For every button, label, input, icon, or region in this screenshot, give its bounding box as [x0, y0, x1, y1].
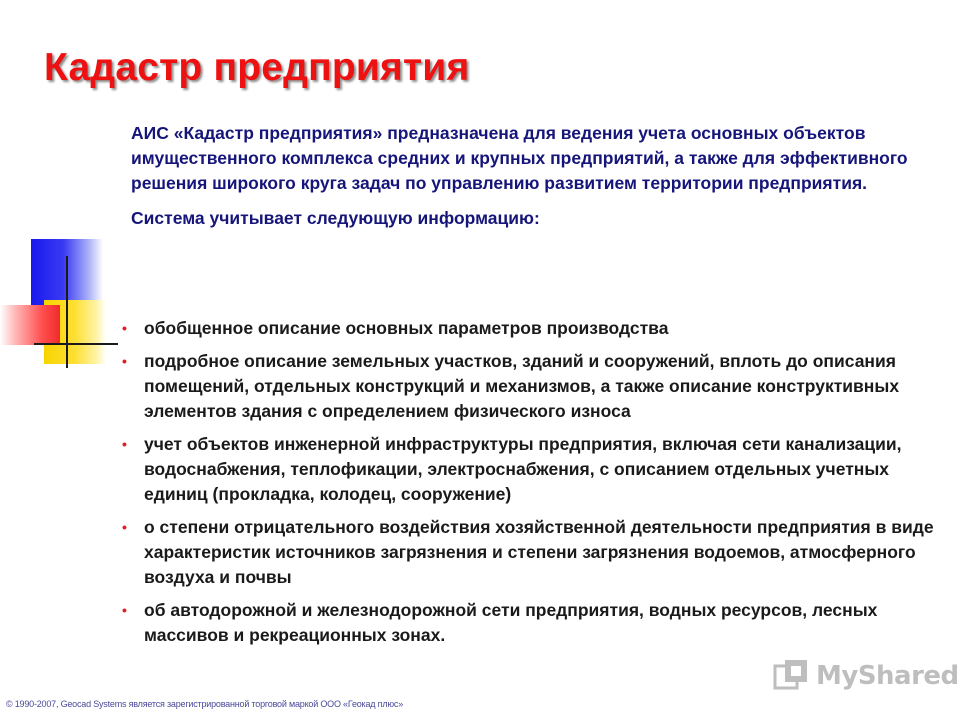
bullet-dot-icon: • — [122, 320, 127, 336]
vertical-line — [66, 256, 68, 368]
watermark — [772, 656, 959, 696]
bullet-dot-icon: • — [122, 519, 127, 535]
bullet-text: учет объектов инженерной инфраструктуры предприятия, включая сети канализации, водоснабжения, теплофикации, электроснабжения, с описанием отдельных учетных единиц (прокладка, колодец, сооружение) — [144, 434, 902, 504]
red-bar — [0, 305, 60, 345]
bullet-item — [122, 349, 942, 424]
bullet-item — [122, 515, 942, 590]
bullet-dot-icon: • — [122, 353, 127, 369]
slide-title: Кадастр предприятия — [44, 46, 470, 89]
bullet-text: обобщенное описание основных параметров производства — [144, 318, 669, 338]
horizontal-line — [34, 343, 118, 345]
myshared-logo-icon — [772, 657, 810, 695]
intro-block — [131, 121, 911, 231]
copyright-footer: © 1990-2007, Geocad Systems является зарегистрированной торговой маркой ООО «Геокад плюс» — [6, 699, 404, 709]
watermark-text: MyShared — [816, 661, 959, 691]
intro-paragraph: АИС «Кадастр предприятия» предназначена для ведения учета основных объектов имущественного комплекса средних и крупных предприятий, а также для эффективного решения широкого круга задач по управлению развитием территории предприятия. — [131, 123, 908, 193]
bullet-item — [122, 598, 942, 648]
bullet-item — [122, 432, 942, 507]
bullet-dot-icon: • — [122, 436, 127, 452]
info-bullet-list — [122, 316, 942, 656]
bullet-text: об автодорожной и железнодорожной сети предприятия, водных ресурсов, лесных массивов и рекреационных зонах. — [144, 600, 878, 645]
intro-system-info: Система учитывает следующую информацию: — [131, 208, 540, 228]
bullet-text: подробное описание земельных участков, зданий и сооружений, вплоть до описания помещений, отдельных конструкций и механизмов, а также описание конструктивных элементов здания с определением физического износа — [144, 351, 916, 421]
bullet-text: о степени отрицательного воздействия хозяйственной деятельности предприятия в виде характеристик источников загрязнения и степени загрязнения водоемов, атмосферного воздуха и почвы — [144, 517, 934, 587]
bullet-item — [122, 316, 942, 341]
bullet-dot-icon: • — [122, 602, 127, 618]
